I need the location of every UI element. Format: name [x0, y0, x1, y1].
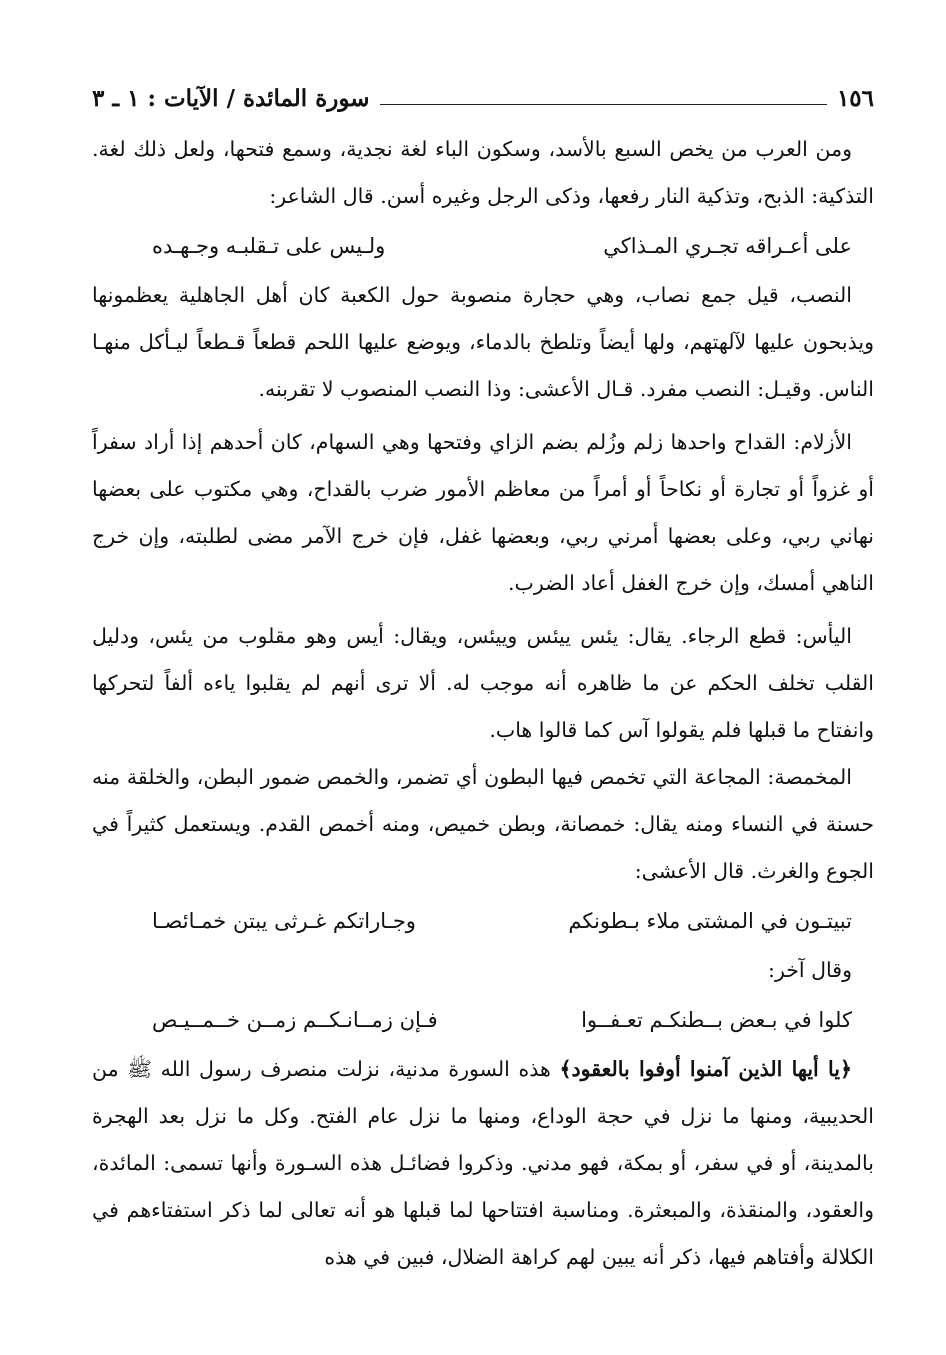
poetry-verse	[92, 994, 874, 1046]
paragraph-nusub: النصب، قيل جمع نصاب، وهي حجارة منصوبة حول الكعبة كان أهل الجاهلية يعظمونها ويذبحون عليها لآلهتهم، ولها أيضاً وتلطخ بالدماء، ويوضع عليها اللحم قطعاً قـطعاً ليـأكل منهـا الناس. وقيـل: النصب مفرد. قـال الأعشى: وذا النصب المنصوب لا تقربنه.	[92, 283, 874, 401]
poetry-verse	[92, 895, 874, 947]
running-title: سورة المائدة / الآيات : ١ ـ ٣	[92, 84, 370, 112]
poetry-verse	[92, 220, 874, 272]
quran-quote: ﴿يا أيها الذين آمنوا أوفوا بالعقود﴾	[559, 1057, 853, 1081]
verse-first-hemistich: على أعـراقه تجـري المـذاكي	[603, 234, 852, 258]
paragraph-makhmasa: المخمصة: المجاعة التي تخمص فيها البطون أي تضمر، والخمص ضمور البطن، والخلقة منه حسنة في النساء ومنه يقال: خمصانة، وبطن خميص، ومنه أخمص القدم. ويستعمل كثيراً في الجوع والغرث. قال الأعشى:	[92, 765, 874, 883]
verse-second-hemistich: وجـاراتكم غـرثى يبتن خمـائصـا	[152, 909, 416, 933]
paragraph-azlam: الأزلام: القداح واحدها زلم وزُلم بضم الزاي وفتحها وهي السهام، كان أحدهم إذا أراد سفراً أو غزواً أو تجارة أو نكاحاً أو أمراً من معاظم الأمور ضرب بالقداح، وهي مكتوب على بعضها نهاني ربي، وعلى بعضها أمرني ربي، وبعضها غفل، فإن خرج الآمر مضى لطلبته، وإن خرج الناهي أمسك، وإن خرج الغفل أعاد الضرب.	[92, 430, 874, 595]
verse-first-hemistich: كلوا في بـعض بــطنكـم تعـفــوا	[581, 1008, 852, 1032]
paragraph-surah-intro	[92, 1046, 874, 1281]
page-number: ١٥٦	[836, 84, 874, 112]
page-header	[92, 78, 874, 118]
verse-second-hemistich: فـإن زمــانـكــم زمــن خــمــيـص	[152, 1008, 438, 1032]
verse-first-hemistich: تبيتـون في المشتى ملاء بـطونكم	[568, 909, 852, 933]
paragraph-another-poet: وقال آخر:	[768, 958, 852, 982]
verse-second-hemistich: ولـيس على تـقلبـه وجـهـده	[152, 234, 386, 258]
book-page	[92, 78, 874, 1281]
paragraph-surah-intro-text: هذه السورة مدنية، نزلت منصرف رسول الله ﷺ من الحديبية، ومنها ما نزل في حجة الوداع، ومنها ما نزل عام الفتح. وكل ما نزل بعد الهجرة بالمدينة، أو في سفر، أو بمكة، فهو مدني. وذكروا فضائـل هذه السـورة وأنها تسمى: المائدة، والعقود، والمنقذة، والمبعثرة. ومناسبة افتتاحها لما قبلها هو أنه تعالى لما ذكر استفتاءهم في الكلالة وأفتاهم فيها، ذكر أنه يبين لهم كراهة الضلال، فبين في هذه	[92, 1057, 874, 1269]
paragraph-yaas: اليأس: قطع الرجاء. يقال: يئس ييئس وييئس، ويقال: أيس وهو مقلوب من يئس، ودليل القلب تخلف الحكم عن ما ظاهره أنه موجب له. ألا ترى أنهم لم يقلبوا ياءه ألفاً لتحركها وانفتاح ما قبلها فلم يقولوا آس كما قالوا هاب.	[92, 624, 874, 742]
paragraph-sabu-tadhkiya: ومن العرب من يخص السبع بالأسد، وسكون الباء لغة نجدية، وسمع فتحها، ولعل ذلك لغة. التذكية: الذبح، وتذكية النار رفعها، وذكى الرجل وغيره أسن. قال الشاعر:	[92, 137, 874, 208]
header-rule	[380, 104, 827, 105]
